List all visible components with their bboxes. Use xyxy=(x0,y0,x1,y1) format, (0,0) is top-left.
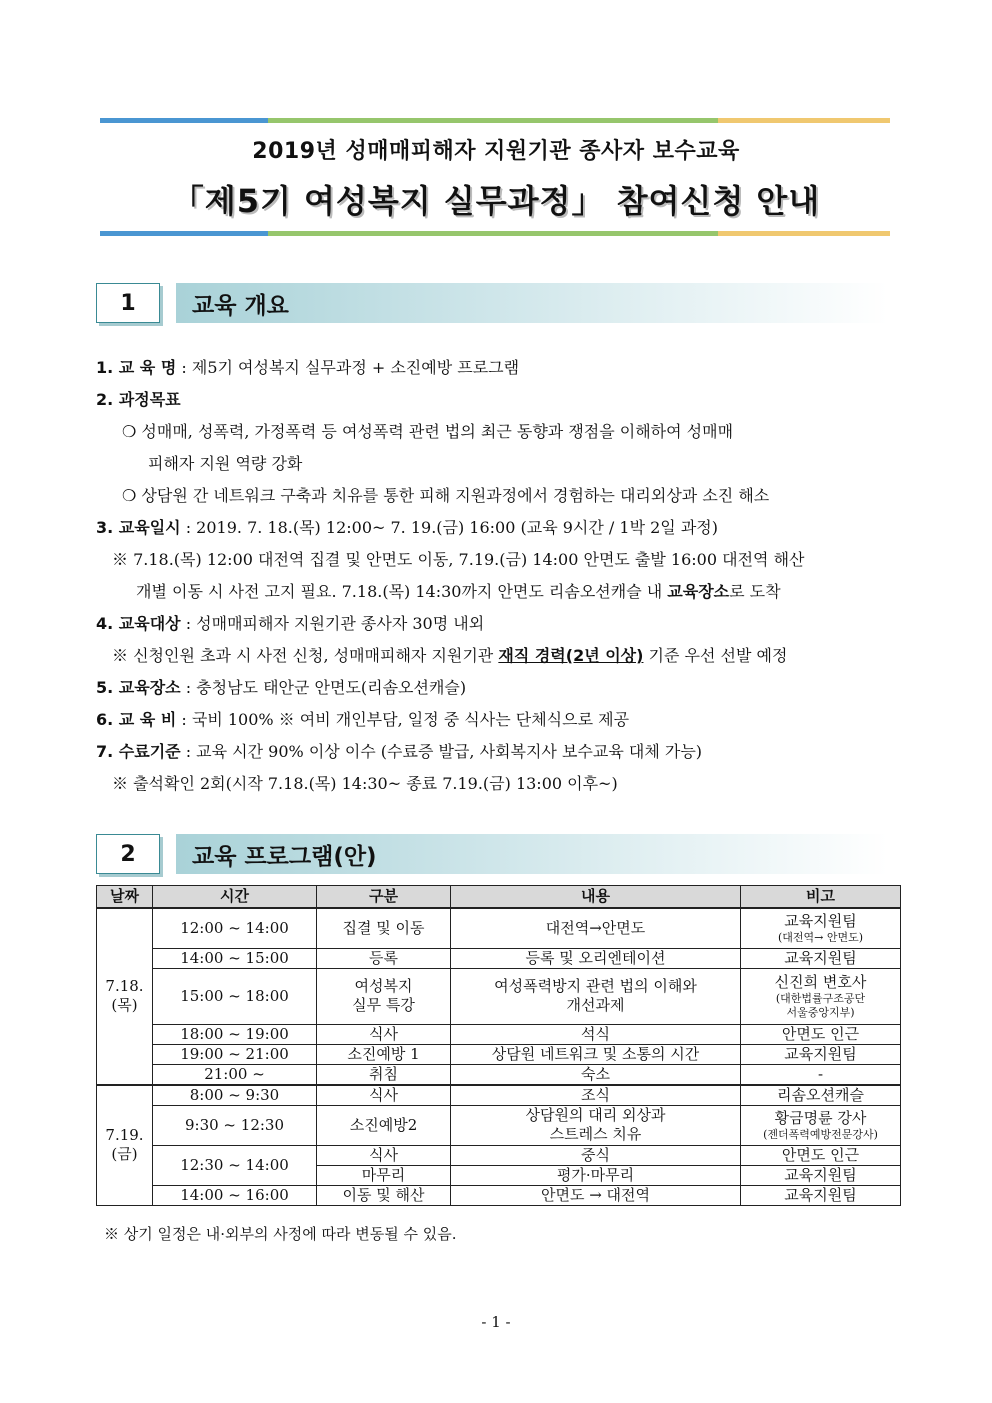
time-cell: 18:00 ~ 19:00 xyxy=(153,1024,317,1044)
content-cell: 대전역→안면도 xyxy=(451,908,741,948)
content-cell: 여성폭력방지 관련 법의 이해와 개선과제 xyxy=(451,968,741,1024)
category-cell: 취침 xyxy=(317,1064,451,1085)
note-cell: 교육지원팀 (대전역→ 안면도) xyxy=(741,908,901,948)
time-cell: 21:00 ~ xyxy=(153,1064,317,1085)
overview-line-5: 5. 교육장소 : 충청남도 태안군 안면도(리솜오션캐슬) xyxy=(96,678,467,697)
time-cell: 14:00 ~ 16:00 xyxy=(153,1185,317,1205)
section-1-header xyxy=(96,283,888,323)
table-row xyxy=(97,908,901,948)
section-title: 교육 개요 xyxy=(176,283,888,323)
table-row xyxy=(97,1064,901,1085)
overview-line-1: 1. 교 육 명 : 제5기 여성복지 실무과정 + 소진예방 프로그램 xyxy=(96,358,520,377)
attendance-note: ※ 출석확인 2회(시작 7.18.(목) 14:30~ 종료 7.19.(금) 13:00 이후~) xyxy=(112,774,618,793)
category-cell: 여성복지 실무 특강 xyxy=(317,968,451,1024)
schedule-note-1: ※ 7.18.(목) 12:00 대전역 집결 및 안면도 이동, 7.19.(금) 14:00 안면도 출발 16:00 대전역 해산 xyxy=(112,550,805,569)
section-number: 2 xyxy=(96,834,160,874)
section-2-header xyxy=(96,834,888,874)
section-title: 교육 프로그램(안) xyxy=(176,834,888,874)
time-cell: 8:00 ~ 9:30 xyxy=(153,1085,317,1106)
content-cell: 숙소 xyxy=(451,1064,741,1085)
note-cell: - xyxy=(741,1064,901,1085)
table-row xyxy=(97,1085,901,1106)
table-header-row xyxy=(97,886,901,909)
table-row xyxy=(97,968,901,1024)
table-row xyxy=(97,948,901,968)
content-cell: 석식 xyxy=(451,1024,741,1044)
goal-bullet-1-cont: 피해자 지원 역량 강화 xyxy=(148,454,303,473)
table-row xyxy=(97,1044,901,1064)
document-title: 「제5기 여성복지 실무과정」 참여신청 안내 xyxy=(171,182,821,220)
content-cell: 안면도 → 대전역 xyxy=(451,1185,741,1205)
time-cell: 12:00 ~ 14:00 xyxy=(153,908,317,948)
category-cell: 집결 및 이동 xyxy=(317,908,451,948)
content-cell: 평가·마무리 xyxy=(451,1165,741,1185)
category-cell: 소진예방2 xyxy=(317,1105,451,1145)
category-cell: 식사 xyxy=(317,1085,451,1106)
note-cell: 신진희 변호사 (대한법률구조공단 서울중앙지부) xyxy=(741,968,901,1024)
note-cell: 교육지원팀 xyxy=(741,1044,901,1064)
time-cell: 14:00 ~ 15:00 xyxy=(153,948,317,968)
content-cell: 상담원 네트워크 및 소통의 시간 xyxy=(451,1044,741,1064)
table-row xyxy=(97,1185,901,1205)
goal-bullet-1: ❍ 성매매, 성폭력, 가정폭력 등 여성폭력 관련 법의 최근 동향과 쟁점을 이해하여 성매매 xyxy=(122,422,734,441)
note-cell: 교육지원팀 xyxy=(741,948,901,968)
overview-line-7: 7. 수료기준 : 교육 시간 90% 이상 이수 (수료증 발급, 사회복지사 보수교육 대체 가능) xyxy=(96,742,703,761)
table-row xyxy=(97,1145,901,1165)
bottom-color-bar xyxy=(100,231,890,236)
category-cell: 식사 xyxy=(317,1024,451,1044)
overview-line-6: 6. 교 육 비 : 국비 100% ※ 여비 개인부담, 일정 중 식사는 단체식으로 제공 xyxy=(96,710,630,729)
top-color-bar xyxy=(100,118,890,123)
category-cell: 등록 xyxy=(317,948,451,968)
note-cell: 안면도 인근 xyxy=(741,1024,901,1044)
category-cell: 소진예방 1 xyxy=(317,1044,451,1064)
table-row xyxy=(97,1105,901,1145)
page-number: - 1 - xyxy=(481,1313,511,1331)
schedule-note-2: 개별 이동 시 사전 고지 필요. 7.18.(목) 14:30까지 안면도 리솜오션캐슬 내 교육장소로 도착 xyxy=(136,582,781,601)
date-cell-day1: 7.18. (목) xyxy=(97,908,153,1085)
category-cell: 마무리 xyxy=(317,1165,451,1185)
header-category: 구분 xyxy=(317,886,451,909)
time-cell: 19:00 ~ 21:00 xyxy=(153,1044,317,1064)
section-number: 1 xyxy=(96,283,160,323)
time-cell: 12:30 ~ 14:00 xyxy=(153,1145,317,1185)
note-cell: 교육지원팀 xyxy=(741,1185,901,1205)
category-cell: 식사 xyxy=(317,1145,451,1165)
header-time: 시간 xyxy=(153,886,317,909)
document-subtitle: 2019년 성매매피해자 지원기관 종사자 보수교육 xyxy=(252,139,740,164)
content-cell: 중식 xyxy=(451,1145,741,1165)
schedule-table xyxy=(96,885,901,1206)
time-cell: 9:30 ~ 12:30 xyxy=(153,1105,317,1145)
goal-bullet-2: ❍ 상담원 간 네트워크 구축과 치유를 통한 피해 지원과정에서 경험하는 대리외상과 소진 해소 xyxy=(122,486,770,505)
overview-line-4: 4. 교육대상 : 성매매피해자 지원기관 종사자 30명 내외 xyxy=(96,614,485,633)
category-cell: 이동 및 해산 xyxy=(317,1185,451,1205)
note-cell: 안면도 인근 xyxy=(741,1145,901,1165)
header-note: 비고 xyxy=(741,886,901,909)
note-cell: 교육지원팀 xyxy=(741,1165,901,1185)
table-row xyxy=(97,1024,901,1044)
overview-line-3: 3. 교육일시 : 2019. 7. 18.(목) 12:00~ 7. 19.(금) 16:00 (교육 9시간 / 1박 2일 과정) xyxy=(96,518,718,537)
schedule-footnote: ※ 상기 일정은 내·외부의 사정에 따라 변동될 수 있음. xyxy=(104,1225,457,1243)
content-cell: 등록 및 오리엔테이션 xyxy=(451,948,741,968)
note-cell: 황금명륜 강사 (젠더폭력예방전문강사) xyxy=(741,1105,901,1145)
overview-line-2: 2. 과정목표 xyxy=(96,390,181,409)
time-cell: 15:00 ~ 18:00 xyxy=(153,968,317,1024)
date-cell-day2: 7.19. (금) xyxy=(97,1085,153,1206)
header-date: 날짜 xyxy=(97,886,153,909)
target-note: ※ 신청인원 초과 시 사전 신청, 성매매피해자 지원기관 재직 경력(2년 이상) 기준 우선 선발 예정 xyxy=(112,646,788,665)
content-cell: 상담원의 대리 외상과 스트레스 치유 xyxy=(451,1105,741,1145)
content-cell: 조식 xyxy=(451,1085,741,1106)
note-cell: 리솜오션캐슬 xyxy=(741,1085,901,1106)
header-content: 내용 xyxy=(451,886,741,909)
